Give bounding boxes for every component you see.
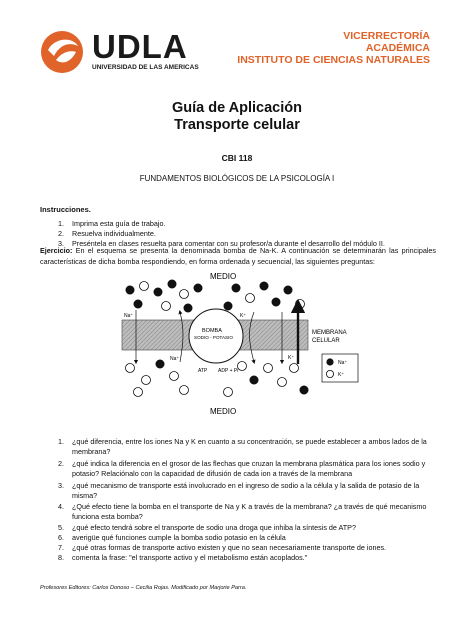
diagram-top-medium-label: MEDIO — [210, 272, 237, 281]
question-number: 6. — [58, 533, 64, 542]
pump-label-line1: BOMBA — [202, 328, 222, 334]
ions-top — [126, 280, 305, 313]
question-item — [58, 533, 438, 543]
legend-na-label: Na⁺ — [338, 360, 348, 366]
legend-k-label: K⁺ — [338, 372, 344, 378]
question-item — [58, 553, 438, 563]
course-name: FUNDAMENTOS BIOLÓGICOS DE LA PSICOLOGÍA I — [139, 174, 335, 183]
instructions-heading: Instrucciones. — [40, 205, 91, 214]
question-number: 7. — [58, 543, 64, 552]
pump-label-line2: SODIO - POTASIO — [194, 335, 233, 340]
header-vicerrectoria: VICERRECTORÍA — [343, 30, 430, 42]
question-text: averigüe qué funciones cumple la bomba sodio potasio en la célula — [72, 533, 286, 542]
instruction-text: Imprima esta guía de trabajo. — [72, 219, 166, 228]
question-item — [58, 543, 438, 553]
sodium-potassium-pump — [189, 309, 243, 363]
question-item — [58, 437, 438, 457]
page-title-line2: Transporte celular — [174, 117, 300, 133]
question-item — [58, 502, 438, 522]
question-item — [58, 481, 438, 501]
logo-wordmark: UDLA — [92, 28, 188, 65]
question-text: ¿qué diferencia, entre los iones Na y K en cuanto a su concentración, se puede establecer a ambos lados de la membrana? — [72, 437, 427, 457]
header-instituto: INSTITUTO DE CIENCIAS NATURALES — [237, 54, 430, 66]
instruction-text: Preséntela en clases resuelta para comentar con su profesor/a durante el desarrollo del módulo II. — [72, 239, 385, 248]
instruction-text: Resuelva individualmente. — [72, 229, 156, 238]
question-text: ¿qué efecto tendrá sobre el transporte de sodio una droga que inhiba la síntesis de ATP? — [72, 523, 356, 532]
diagram-na-label-bottom: Na⁺ — [170, 356, 180, 362]
logo-subtitle: UNIVERSIDAD DE LAS AMERICAS — [92, 64, 199, 71]
membrane-label-line1: MEMBRANA — [312, 330, 347, 336]
question-text: ¿qué indica la diferencia en el grosor de las flechas que cruzan la membrana plasmática para los iones sodio y potasio? Relaciónalo con la capacidad de difusión de cada ion a través de la membrana — [72, 459, 426, 479]
diagram-bottom-medium-label: MEDIO — [210, 407, 237, 416]
instruction-number: 3. — [58, 239, 64, 248]
ions-bottom — [126, 360, 309, 397]
page-title-line1: Guía de Aplicación — [172, 100, 302, 116]
question-number: 4. — [58, 502, 64, 511]
question-text: comenta la frase: "el transporte activo y el metabolismo están acoplados." — [72, 553, 308, 562]
question-number: 3. — [58, 481, 64, 490]
question-number: 2. — [58, 459, 64, 468]
footer-editors: Profesores Editores: Carlos Donoso – Cecilia Rojas. Modificado por Marjorie Parra. — [40, 585, 247, 591]
header-academica: ACADÉMICA — [365, 42, 430, 54]
question-item — [58, 459, 438, 479]
diagram-adp-label: ADP + Pi — [218, 368, 239, 374]
diagram-legend — [322, 354, 358, 382]
question-text: ¿qué otras formas de transporte activo existen y que no sean necesariamente transporte de iones. — [72, 543, 387, 552]
membrane-label-line2: CELULAR — [312, 338, 340, 344]
instruction-item — [58, 219, 166, 228]
question-text: ¿Qué efecto tiene la bomba en el transporte de Na y K a través de la membrana? ¿a través de qué mecanismo funciona esta bomba? — [72, 502, 427, 522]
udla-logo-mark-icon — [40, 30, 84, 74]
exercise-label: Ejercicio: — [40, 246, 73, 255]
question-text: ¿qué mecanismo de transporte está involucrado en el ingreso de sodio a la célula y la salida de potasio de la misma? — [72, 481, 420, 501]
diagram-k-label-top: K⁺ — [240, 313, 246, 319]
diagram-atp-label: ATP — [198, 368, 208, 374]
instruction-number: 1. — [58, 219, 64, 228]
diagram-na-label-left: Na⁺ — [124, 313, 134, 319]
course-code: CBI 118 — [221, 153, 253, 163]
question-number: 1. — [58, 437, 64, 446]
instruction-number: 2. — [58, 229, 64, 238]
question-item — [58, 523, 438, 533]
exercise-text: En el esquema se presenta la denominada bomba de Na-K. A continuación se determinarán las principales características de dicha bomba respondiendo, en forma ordenada y secuencial, las siguientes preguntas: — [40, 246, 436, 266]
instruction-item — [58, 229, 156, 238]
exercise-paragraph — [40, 246, 436, 267]
udla-logo — [40, 28, 199, 74]
question-number: 5. — [58, 523, 64, 532]
sodium-potassium-pump-diagram — [118, 268, 362, 416]
diagram-k-label-right: K⁺ — [288, 355, 294, 361]
question-number: 8. — [58, 553, 64, 562]
